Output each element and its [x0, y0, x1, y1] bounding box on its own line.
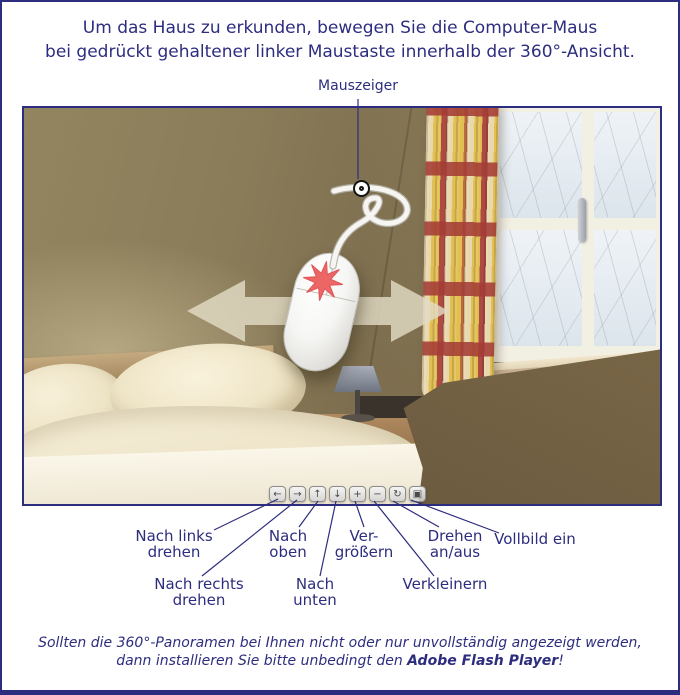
pan-down-button[interactable]: [329, 486, 346, 502]
footer-line-1: Sollten die 360°-Panoramen bei Ihnen nicht oder nur unvollständig angezeigt werden,: [38, 635, 642, 651]
label-fullscreen: Vollbild ein: [494, 530, 576, 548]
fullscreen-icon: ▣: [412, 488, 423, 500]
window-pane: [500, 230, 582, 346]
arrow-right-icon: →: [293, 488, 302, 500]
zoom-out-button[interactable]: [369, 486, 386, 502]
window-handle: [578, 198, 586, 242]
label-pan-up: Nach oben: [268, 527, 308, 561]
zoom-in-button[interactable]: [349, 486, 366, 502]
label-zoom-out: Verkleinern: [402, 575, 488, 593]
minus-icon: −: [373, 488, 382, 500]
label-pan-right: Nach rechts drehen: [154, 575, 244, 609]
footer-line-2: dann installieren Sie bitte unbedingt den Adobe Flash Player!: [116, 653, 564, 669]
adobe-flash-player-link[interactable]: Adobe Flash Player: [407, 653, 559, 669]
pan-up-button[interactable]: [309, 486, 326, 502]
label-zoom-in: Ver- größern: [334, 527, 394, 561]
window-pane: [500, 112, 582, 218]
arrow-down-icon: ↓: [333, 488, 342, 500]
panorama-viewer[interactable]: [22, 106, 662, 506]
pan-left-button[interactable]: [269, 486, 286, 502]
label-autorotate: Drehen an/aus: [427, 527, 483, 561]
panorama-toolbar: [269, 486, 426, 502]
arrow-up-icon: ↑: [313, 488, 322, 500]
window: [490, 106, 662, 362]
flash-player-note: [2, 634, 678, 670]
curtain: [421, 106, 498, 403]
title-line-1: Um das Haus zu erkunden, bewegen Sie die Computer-Maus: [82, 18, 598, 38]
arrow-left-icon: ←: [273, 488, 282, 500]
page-title: [2, 16, 678, 64]
autorotate-button[interactable]: [389, 486, 406, 502]
title-line-2: bei gedrückt gehaltener linker Maustaste innerhalb der 360°-Ansicht.: [45, 42, 635, 62]
label-pan-left: Nach links drehen: [135, 527, 213, 561]
plus-icon: +: [353, 488, 362, 500]
window-pane: [594, 230, 656, 346]
mouse-cursor-icon: [353, 180, 370, 197]
window-pane: [594, 112, 656, 218]
rotate-icon: ↻: [393, 488, 402, 500]
pan-right-button[interactable]: [289, 486, 306, 502]
mouse-pointer-label: Mauszeiger: [318, 78, 398, 94]
fullscreen-button[interactable]: [409, 486, 426, 502]
label-pan-down: Nach unten: [293, 575, 337, 609]
